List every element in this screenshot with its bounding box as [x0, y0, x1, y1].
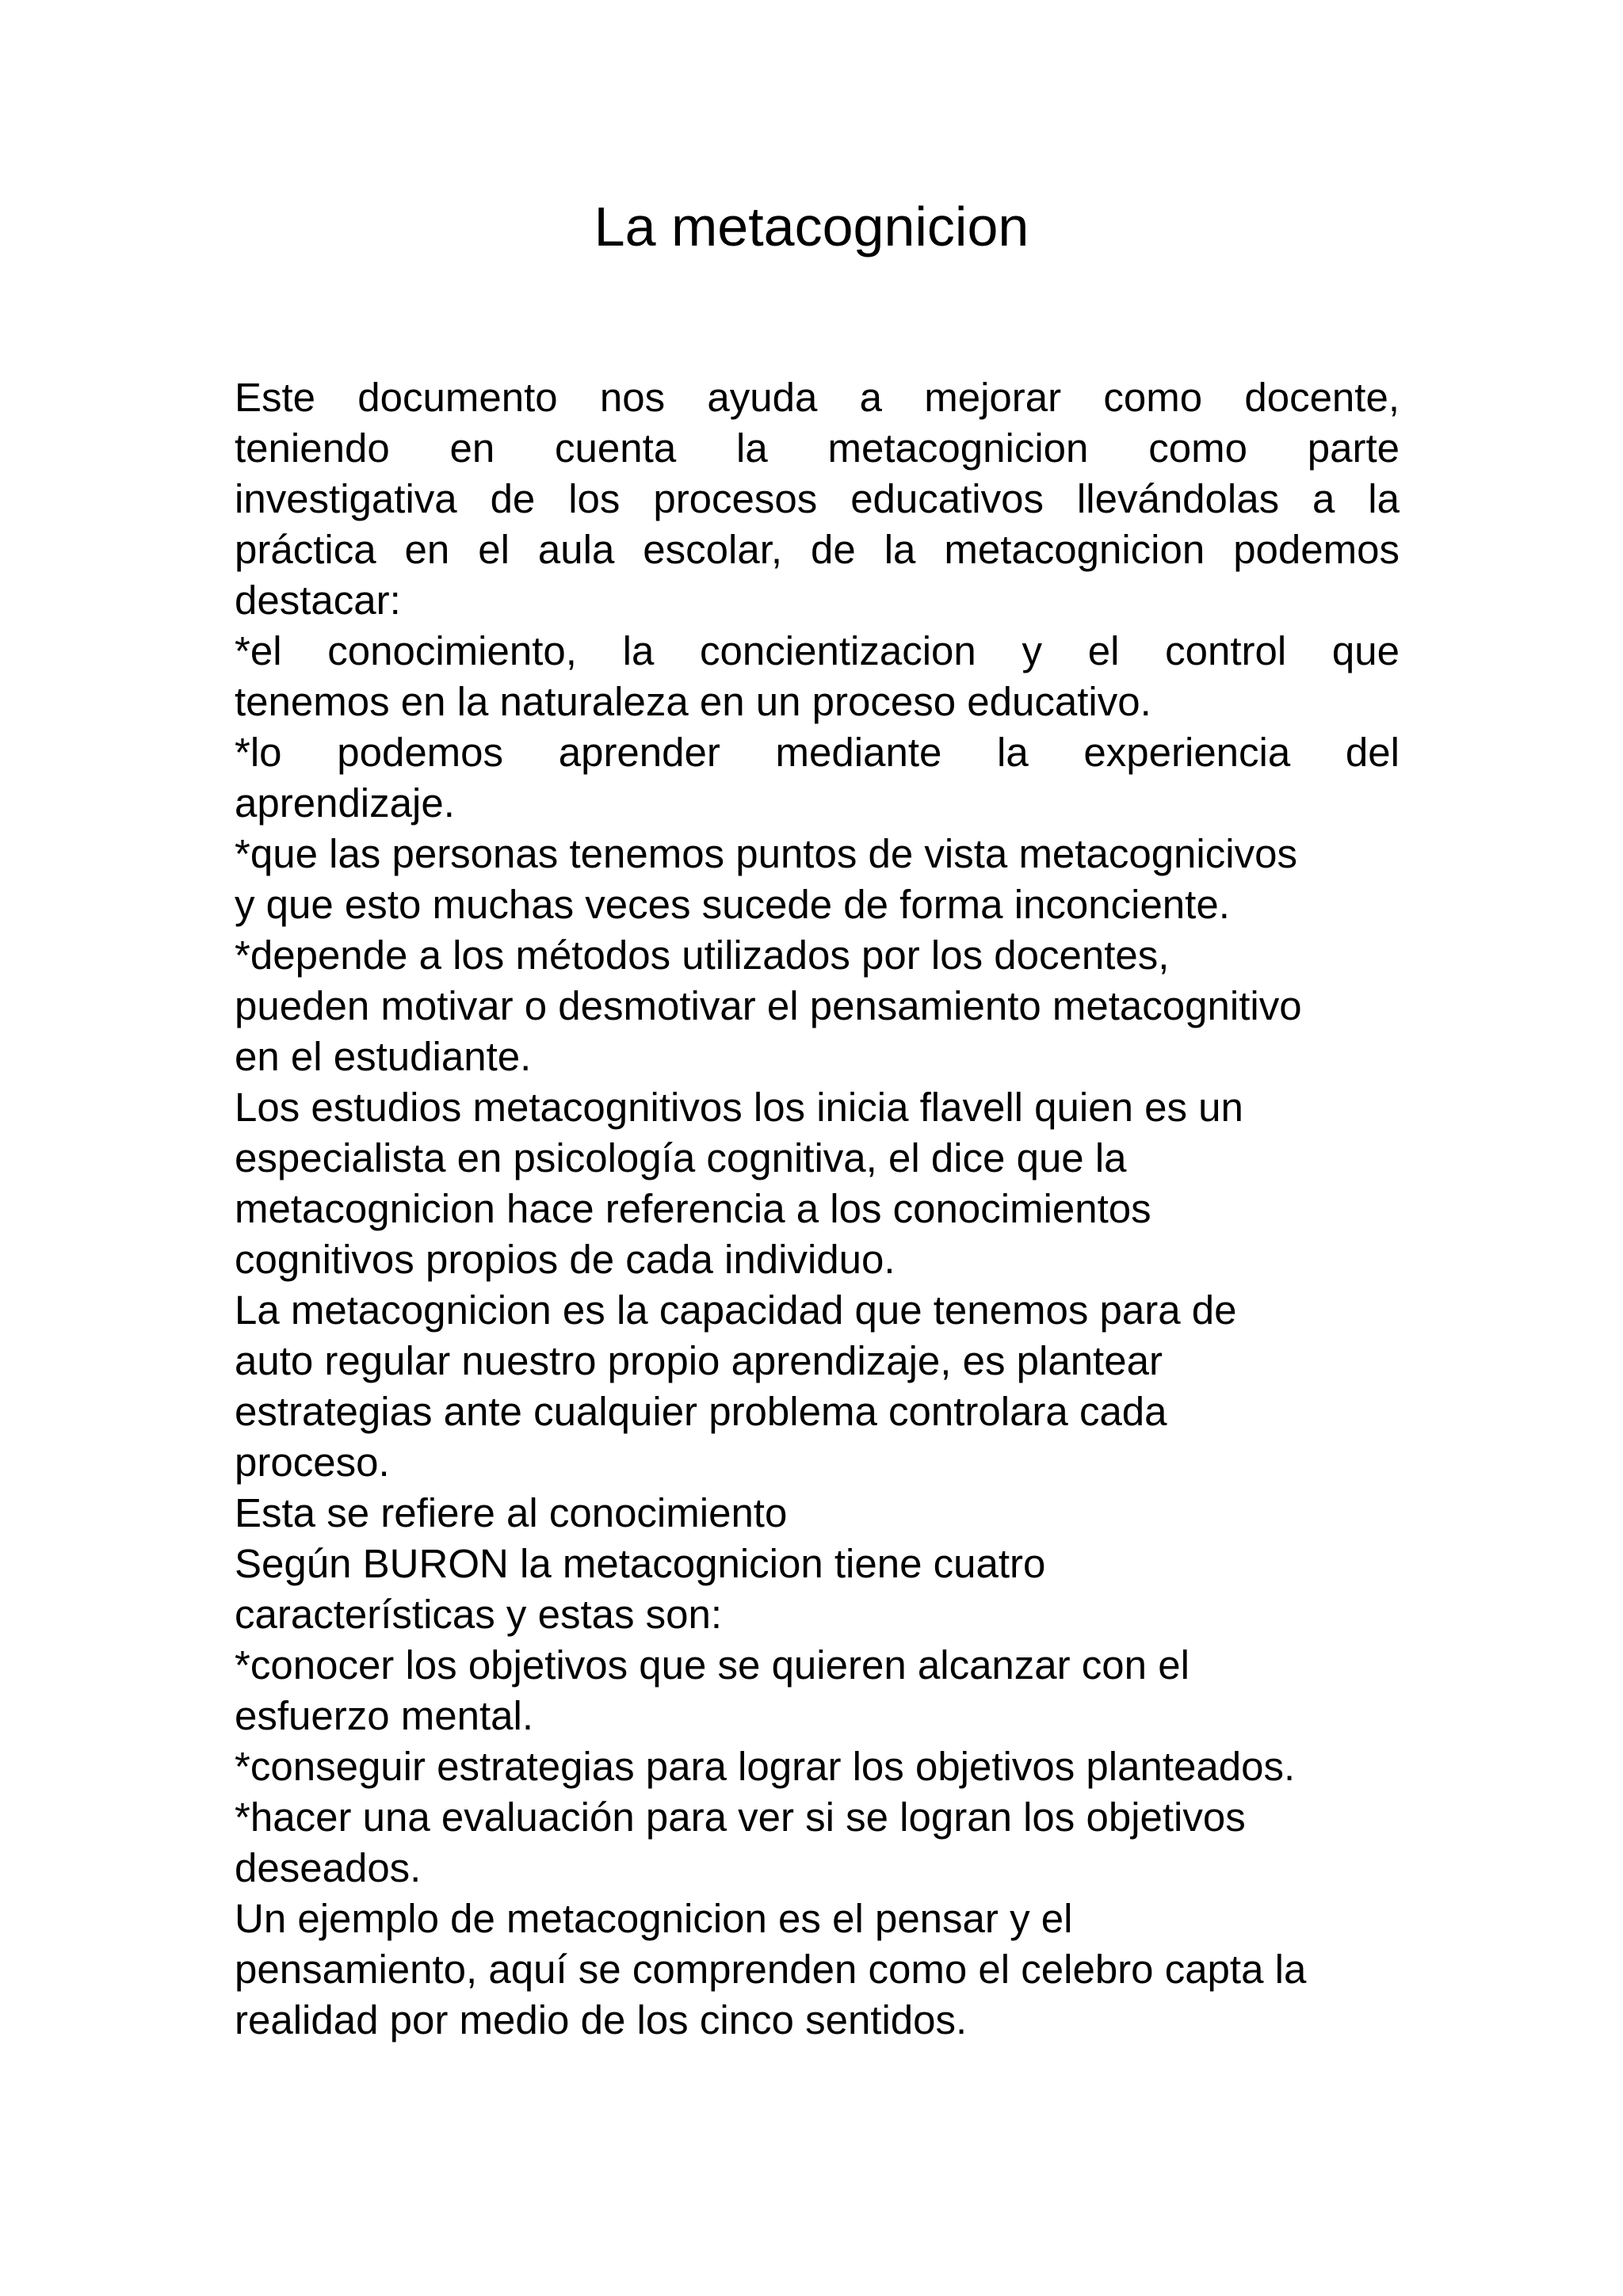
body-line: tenemos en la naturaleza en un proceso educativo. [235, 679, 1151, 724]
body-line: *hacer una evaluación para ver si se logran los objetivos [235, 1794, 1246, 1840]
body-line: pensamiento, aquí se comprenden como el celebro capta la [235, 1947, 1307, 1992]
body-line: *conseguir estrategias para lograr los objetivos planteados. [235, 1744, 1296, 1789]
body-line: *depende a los métodos utilizados por los docentes, [235, 933, 1170, 978]
body-line: Un ejemplo de metacognicion es el pensar y el [235, 1896, 1073, 1941]
body-line: Según BURON la metacognicion tiene cuatro [235, 1541, 1046, 1586]
body-line: investigativa de los procesos educativos llevándolas a la [235, 476, 1400, 521]
body-line: pueden motivar o desmotivar el pensamiento metacognitivo [235, 983, 1302, 1028]
body-line: características y estas son: [235, 1592, 723, 1637]
body-line: especialista en psicología cognitiva, el dice que la [235, 1135, 1127, 1180]
body-line: y que esto muchas veces sucede de forma inconciente. [235, 882, 1230, 927]
body-line: teniendo en cuenta la metacognicion como parte [235, 425, 1400, 471]
body-line: *que las personas tenemos puntos de vista metacognicivos [235, 831, 1297, 876]
body-line: *el conocimiento, la concientizacion y el control que [235, 628, 1400, 673]
body-line: auto regular nuestro propio aprendizaje, es plantear [235, 1338, 1163, 1383]
body-line: *conocer los objetivos que se quieren alcanzar con el [235, 1642, 1190, 1688]
body-line: cognitivos propios de cada individuo. [235, 1237, 896, 1282]
body-line: La metacognicion es la capacidad que tenemos para de [235, 1287, 1237, 1333]
body-line: Los estudios metacognitivos los inicia flavell quien es un [235, 1085, 1243, 1130]
body-line: metacognicion hace referencia a los conocimientos [235, 1186, 1151, 1231]
body-line: aprendizaje. [235, 780, 455, 826]
body-line: esfuerzo mental. [235, 1693, 534, 1738]
body-line: destacar: [235, 578, 401, 623]
body-line: Este documento nos ayuda a mejorar como docente, [235, 375, 1400, 420]
body-line: proceso. [235, 1440, 390, 1485]
body-line: deseados. [235, 1845, 422, 1890]
body-line: estrategias ante cualquier problema controlara cada [235, 1389, 1167, 1434]
body-line: *lo podemos aprender mediante la experiencia del [235, 730, 1400, 775]
body-line: en el estudiante. [235, 1034, 532, 1079]
body-line: Esta se refiere al conocimiento [235, 1490, 788, 1535]
document-title: La metacognicion [594, 196, 1029, 257]
body-line: realidad por medio de los cinco sentidos. [235, 1997, 968, 2042]
body-line: práctica en el aula escolar, de la metacognicion podemos [235, 527, 1400, 572]
document-body [235, 372, 1400, 2046]
